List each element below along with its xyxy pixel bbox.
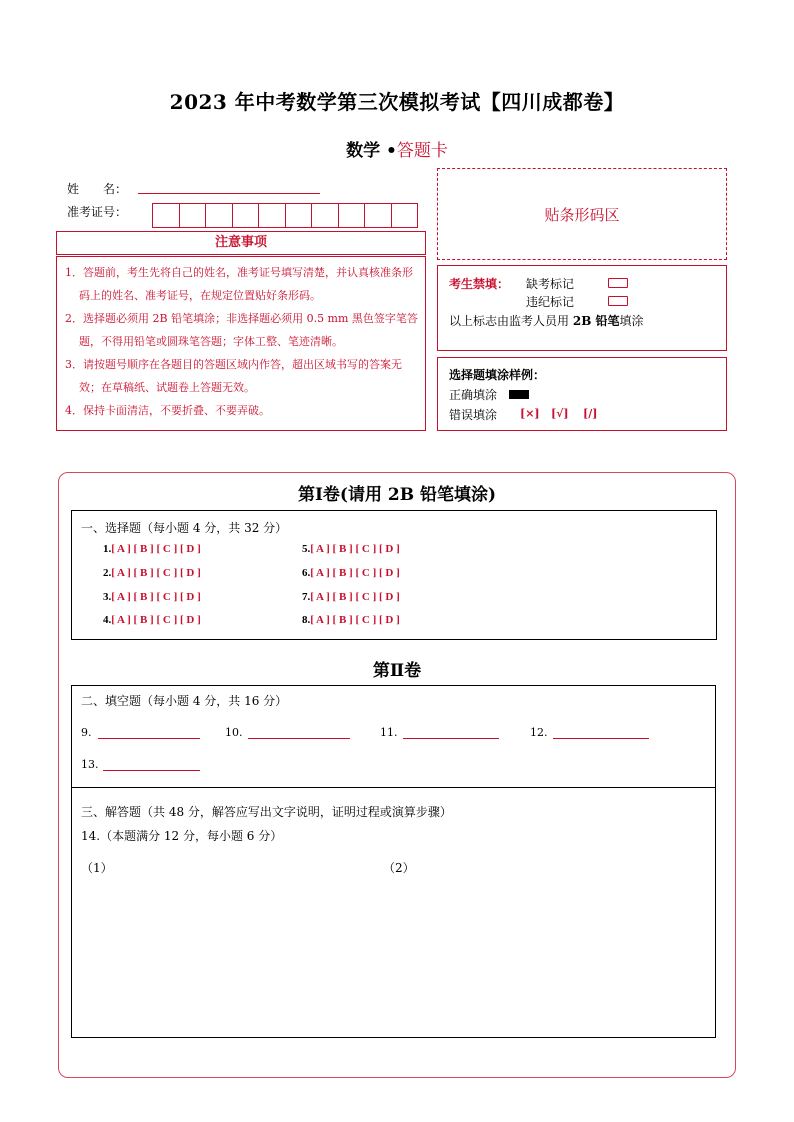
choice-options[interactable]: [ A ] [ B ] [ C ] [ D ] <box>111 591 201 603</box>
forbid-note-bold: 2B 铅笔 <box>572 314 620 328</box>
choice-section <box>71 510 717 640</box>
examiner-only-box <box>437 265 727 351</box>
id-digit-box[interactable] <box>153 204 180 227</box>
notice-item: 3．请按题号顺序在各题目的答题区域内作答，超出区域书写的答案无效；在草稿纸、试题卷上答题无效。 <box>65 358 402 394</box>
choice-options[interactable]: [ A ] [ B ] [ C ] [ D ] <box>310 614 400 626</box>
id-digit-box[interactable] <box>259 204 286 227</box>
forbid-label: 考生禁填： <box>449 277 510 291</box>
solve-q14-part1: （1） <box>81 861 113 875</box>
answer-card-subtitle <box>0 136 794 161</box>
sample-label: 选择题填涂样例： <box>449 368 546 382</box>
choice-options[interactable]: [ A ] [ B ] [ C ] [ D ] <box>310 543 400 555</box>
choice-q4[interactable] <box>103 614 201 626</box>
choice-options[interactable]: [ A ] [ B ] [ C ] [ D ] <box>111 567 201 579</box>
id-digit-box[interactable] <box>312 204 339 227</box>
absent-mark-label: 缺考标记 <box>526 277 575 291</box>
discipline-mark-label: 违纪标记 <box>526 295 575 309</box>
id-digit-box[interactable] <box>233 204 260 227</box>
answer-card-label: 答题卡 <box>396 141 448 161</box>
fill-q9 <box>81 726 92 739</box>
question-number: 6. <box>302 567 311 579</box>
id-digit-box[interactable] <box>180 204 207 227</box>
barcode-label: 贴条形码区 <box>544 205 620 224</box>
question-number: 5. <box>302 543 311 555</box>
name-input-line[interactable] <box>138 193 320 194</box>
choice-options[interactable]: [ A ] [ B ] [ C ] [ D ] <box>111 614 201 626</box>
wrong-fill-label: 错误填涂 <box>449 408 498 422</box>
section-divider <box>71 787 716 788</box>
volume-2-title: 第Ⅱ卷 <box>372 661 422 681</box>
solve-answer-area[interactable] <box>81 881 706 1031</box>
notice-item: 1．答题前，考生先将自己的姓名，准考证号填写清楚，并认真核准条形码上的姓名、准考证号，在规定位置贴好条形码。 <box>65 266 413 302</box>
wrong-mark-slash: [/] <box>583 407 598 420</box>
question-number: 2. <box>103 567 112 579</box>
choice-q5[interactable] <box>302 543 400 555</box>
notice-item: 2．选择题必须用 2B 铅笔填涂；非选择题必须用 0.5 mm 黑色签字笔答题，不得用铅笔或圆珠笔答题；字体工整、笔迹清晰。 <box>65 312 418 348</box>
volume-1-title: 第Ⅰ卷(请用 2B 铅笔填涂) <box>297 485 497 505</box>
wrong-mark-check: [√] <box>551 407 569 420</box>
page-title: 2023 年中考数学第三次模拟考试【四川成都卷】 <box>169 90 625 114</box>
fill-answer-line[interactable] <box>403 738 499 739</box>
forbid-note-post: 填涂 <box>619 314 644 328</box>
solve-heading: 三、解答题（共 48 分，解答应写出文字说明，证明过程或演算步骤） <box>81 805 452 819</box>
choice-q6[interactable] <box>302 567 400 579</box>
notice-item: 4．保持卡面清洁，不要折叠、不要弄破。 <box>65 404 270 417</box>
question-number: 1. <box>103 543 112 555</box>
choice-q1[interactable] <box>103 543 201 555</box>
volume-2-section <box>71 685 716 1038</box>
question-number: 7. <box>302 591 311 603</box>
exam-id-label: 准考证号： <box>67 205 128 219</box>
fill-q10 <box>225 726 243 739</box>
fill-q13 <box>81 758 99 771</box>
fill-answer-line[interactable] <box>553 738 649 739</box>
id-digit-box[interactable] <box>365 204 392 227</box>
fill-q12 <box>530 726 548 739</box>
fill-answer-line[interactable] <box>98 738 200 739</box>
fill-answer-line[interactable] <box>248 738 350 739</box>
question-number: 10. <box>225 726 243 739</box>
choice-q8[interactable] <box>302 614 400 626</box>
notice-box <box>56 256 426 431</box>
barcode-area <box>437 168 727 260</box>
choice-options[interactable]: [ A ] [ B ] [ C ] [ D ] <box>310 591 400 603</box>
question-number: 13. <box>81 758 99 771</box>
correct-fill-mark <box>509 390 529 399</box>
discipline-mark-box[interactable] <box>608 296 628 306</box>
solve-q14-part2: （2） <box>383 861 415 875</box>
exam-id-boxes[interactable] <box>152 203 418 228</box>
id-digit-box[interactable] <box>339 204 366 227</box>
name-label: 姓 名： <box>67 182 128 196</box>
question-number: 11. <box>380 726 398 739</box>
question-number: 12. <box>530 726 548 739</box>
id-digit-box[interactable] <box>206 204 233 227</box>
question-number: 3. <box>103 591 112 603</box>
choice-options[interactable]: [ A ] [ B ] [ C ] [ D ] <box>111 543 201 555</box>
forbid-note-pre: 以上标志由监考人员用 <box>449 314 570 328</box>
question-number: 8. <box>302 614 311 626</box>
forbid-note <box>449 312 644 329</box>
absent-mark-box[interactable] <box>608 278 628 288</box>
choice-heading: 一、选择题（每小题 4 分，共 32 分） <box>81 521 288 535</box>
choice-options[interactable]: [ A ] [ B ] [ C ] [ D ] <box>310 567 400 579</box>
question-number: 4. <box>103 614 112 626</box>
choice-q2[interactable] <box>103 567 201 579</box>
fill-answer-line[interactable] <box>103 770 200 771</box>
correct-fill-label: 正确填涂 <box>449 388 498 402</box>
question-number: 9. <box>81 726 92 739</box>
fill-heading: 二、填空题（每小题 4 分，共 16 分） <box>81 694 288 708</box>
wrong-mark-cross: [×] <box>520 407 540 420</box>
id-digit-box[interactable] <box>286 204 313 227</box>
choice-q3[interactable] <box>103 591 201 603</box>
fill-q11 <box>380 726 398 739</box>
solve-q14: 14.（本题满分 12 分，每小题 6 分） <box>81 829 283 843</box>
choice-q7[interactable] <box>302 591 400 603</box>
notice-heading: 注意事项 <box>56 231 426 255</box>
id-digit-box[interactable] <box>392 204 418 227</box>
subject-label: 数学 • <box>346 141 397 161</box>
fill-sample-box <box>437 357 727 431</box>
